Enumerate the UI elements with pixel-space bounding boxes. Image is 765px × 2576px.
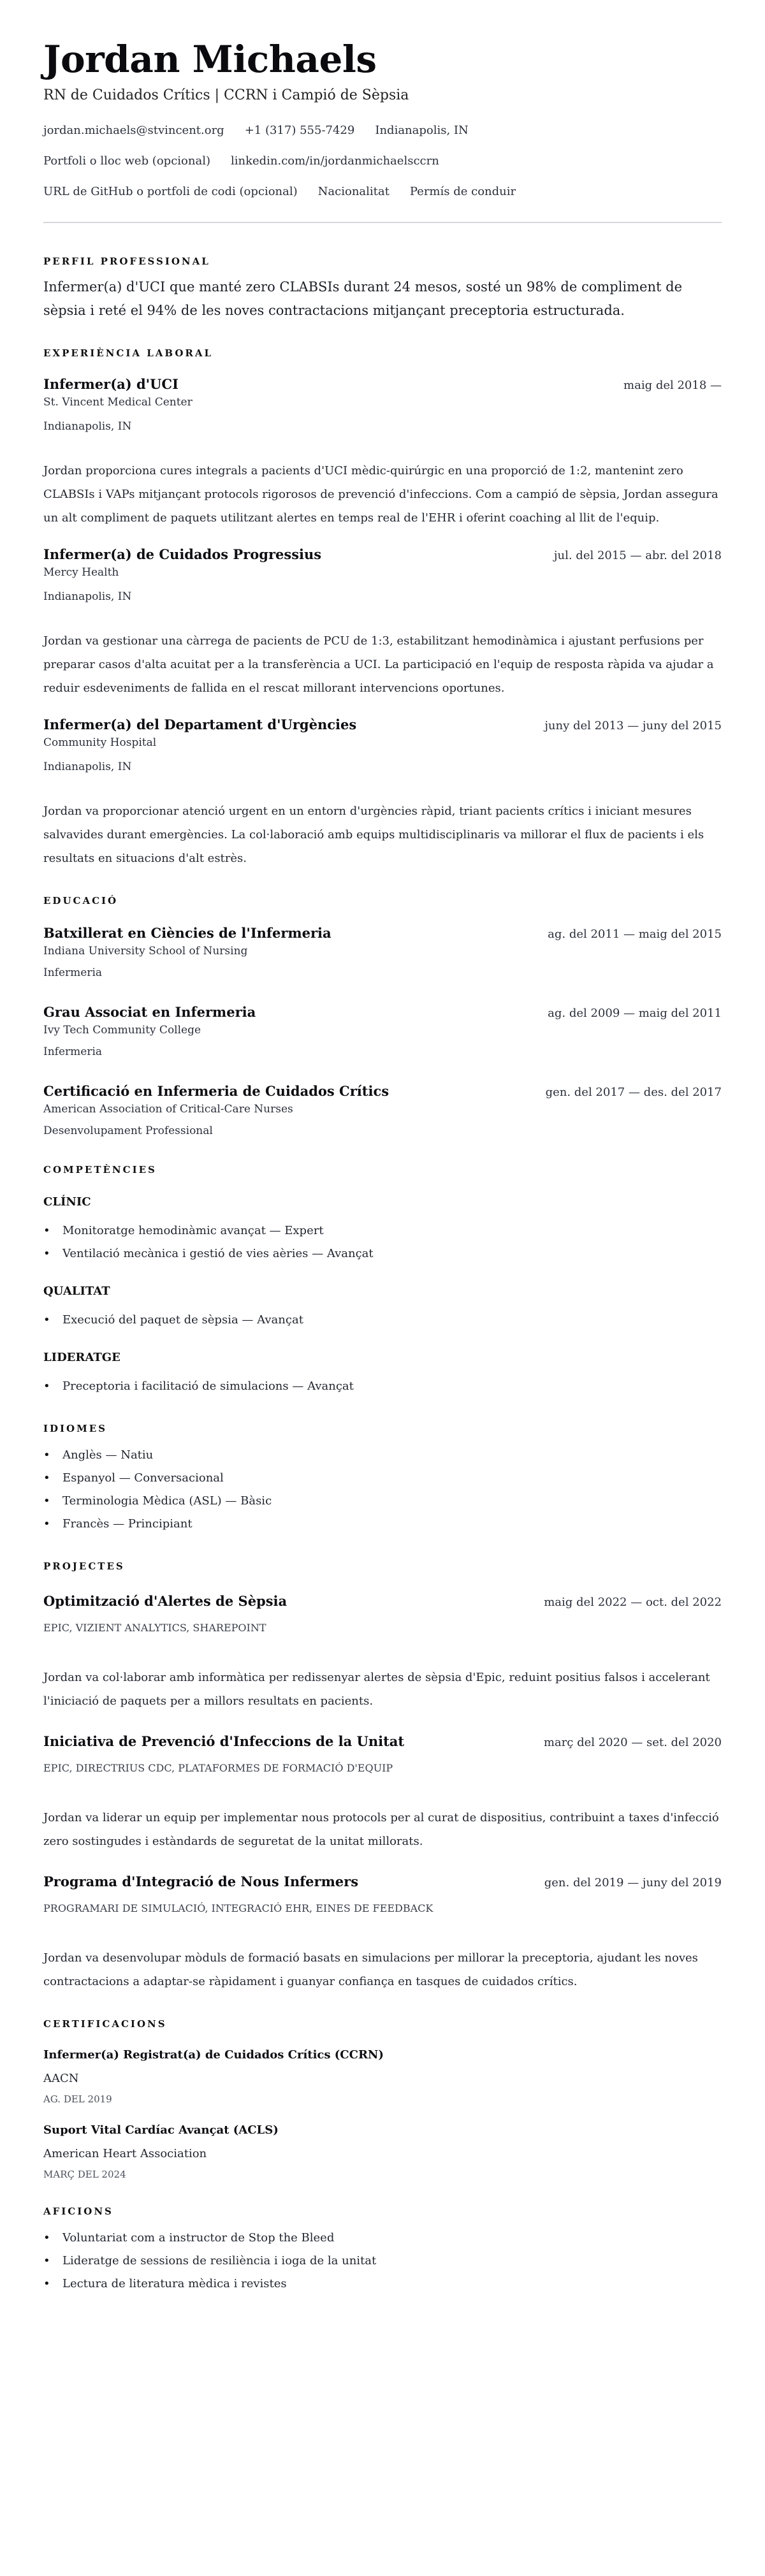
language-item: • Anglès — Natiu bbox=[43, 1444, 722, 1467]
skill-group-title: LIDERATGE bbox=[43, 1351, 120, 1364]
certification-name: Suport Vital Cardíac Avançat (ACLS) bbox=[43, 2123, 279, 2137]
certification-name: Infermer(a) Registrat(a) de Cuidados Crítics (CCRN) bbox=[43, 2048, 384, 2062]
section-title-certifications: CERTIFICACIONS bbox=[43, 2018, 167, 2030]
location: Indianapolis, IN bbox=[375, 124, 469, 137]
job-dates: maig del 2018 — bbox=[623, 379, 722, 392]
skill-group-title: CLÍNIC bbox=[43, 1195, 91, 1209]
job-title: Infermer(a) d'UCI bbox=[43, 376, 178, 392]
hobby-item: • Lectura de literatura mèdica i revistes bbox=[43, 2273, 722, 2296]
education-dates: ag. del 2011 — maig del 2015 bbox=[548, 928, 722, 941]
employer: Community Hospital bbox=[43, 736, 157, 749]
employer: St. Vincent Medical Center bbox=[43, 396, 193, 409]
github-link[interactable]: URL de GitHub o portfoli de codi (opcional) bbox=[43, 185, 298, 198]
experience-section bbox=[43, 347, 722, 870]
project-name: Optimització d'Alertes de Sèpsia bbox=[43, 1593, 288, 1609]
skill-item: • Execució del paquet de sèpsia — Avançat bbox=[43, 1309, 722, 1332]
section-title-education: EDUCACIÓ bbox=[43, 895, 119, 906]
certifications-section bbox=[43, 2018, 722, 2181]
job-description: Jordan va proporcionar atenció urgent en un entorn d'urgències ràpid, triant pacients crítics i iniciant mesures salvavides durant emergències. La col·laboració amb equips multidisciplinaris va millorar el flux de pacients i els resultats en situacions d'alt estrès. bbox=[43, 804, 704, 865]
job-title: Infermer(a) del Departament d'Urgències bbox=[43, 717, 357, 732]
contact-row-3 bbox=[43, 184, 722, 200]
education-section bbox=[43, 894, 722, 1139]
summary-text: Infermer(a) d'UCI que manté zero CLABSIs durant 24 mesos, sosté un 98% de compliment de sèpsia i reté el 94% de les noves contractacions mitjançant preceptoria estructurada. bbox=[43, 279, 682, 318]
language-item: • Espanyol — Conversacional bbox=[43, 1467, 722, 1490]
section-title-experience: EXPERIÈNCIA LABORAL bbox=[43, 347, 214, 359]
languages-section bbox=[43, 1422, 722, 1536]
linkedin-link[interactable]: linkedin.com/in/jordanmichaelsccrn bbox=[230, 154, 439, 168]
headline: RN de Cuidados Crítics | CCRN i Campió de Sèpsia bbox=[43, 87, 409, 103]
degree: Grau Associat en Infermeria bbox=[43, 1004, 256, 1020]
hobby-list bbox=[43, 2227, 722, 2296]
project-dates: març del 2020 — set. del 2020 bbox=[543, 1736, 722, 1749]
degree: Batxillerat en Ciències de l'Infermeria bbox=[43, 925, 332, 941]
project-tech: EPIC, DIRECTRIUS CDC, PLATAFORMES DE FORMACIÓ D'EQUIP bbox=[43, 1762, 393, 1774]
education-entry bbox=[43, 1082, 722, 1139]
summary-section bbox=[43, 255, 722, 323]
section-title-projects: PROJECTES bbox=[43, 1561, 125, 1572]
hobbies-section bbox=[43, 2205, 722, 2296]
contact-row-2 bbox=[43, 153, 722, 170]
job-description: Jordan proporciona cures integrals a pacients d'UCI mèdic-quirúrgic en una proporció de 1:2, mantenint zero CLABSIs i VAPs mitjançant protocols rigorosos de prevenció d'infeccions. Com a campió de sèpsia, Jordan assegura un alt compliment de paquets utilitzant alertes en temps real de l'EHR i oferint coaching al llit de l'equip. bbox=[43, 464, 718, 525]
education-entry bbox=[43, 924, 722, 981]
job-location: Indianapolis, IN bbox=[43, 760, 132, 773]
language-item: • Francès — Principiant bbox=[43, 1513, 722, 1536]
skill-list bbox=[43, 1309, 722, 1332]
field-of-study: Desenvolupament Professional bbox=[43, 1124, 213, 1137]
hobby-item: • Lideratge de sessions de resiliència i ioga de la unitat bbox=[43, 2250, 722, 2273]
email-link[interactable]: jordan.michaels@stvincent.org bbox=[43, 124, 224, 137]
project-entry bbox=[43, 1592, 722, 1713]
section-title-skills: COMPETÈNCIES bbox=[43, 1164, 157, 1175]
project-name: Iniciativa de Prevenció d'Infeccions de la Unitat bbox=[43, 1733, 405, 1749]
certification-date: AG. DEL 2019 bbox=[43, 2093, 112, 2105]
project-name: Programa d'Integració de Nous Infermers bbox=[43, 1874, 359, 1889]
contact-row-1 bbox=[43, 122, 722, 139]
portfolio-link[interactable]: Portfoli o lloc web (opcional) bbox=[43, 154, 210, 168]
certification-date: MARÇ DEL 2024 bbox=[43, 2169, 126, 2180]
certification-issuer: American Heart Association bbox=[43, 2147, 207, 2160]
skill-group-title: QUALITAT bbox=[43, 1284, 110, 1298]
project-tech: EPIC, VIZIENT ANALYTICS, SHAREPOINT bbox=[43, 1622, 266, 1634]
employer: Mercy Health bbox=[43, 566, 119, 579]
skill-item: • Ventilació mecànica i gestió de vies aèries — Avançat bbox=[43, 1242, 722, 1265]
school: American Association of Critical-Care Nurses bbox=[43, 1103, 293, 1116]
certification-entry bbox=[43, 2122, 722, 2181]
job-dates: jul. del 2015 — abr. del 2018 bbox=[553, 549, 722, 562]
language-list bbox=[43, 1444, 722, 1536]
experience-entry bbox=[43, 715, 722, 870]
skills-section bbox=[43, 1163, 722, 1398]
experience-entry bbox=[43, 375, 722, 530]
nationality: Nacionalitat bbox=[317, 185, 390, 198]
experience-entry bbox=[43, 545, 722, 700]
certification-entry bbox=[43, 2047, 722, 2106]
project-entry bbox=[43, 1872, 722, 1993]
section-title-hobbies: AFICIONS bbox=[43, 2206, 113, 2217]
project-dates: maig del 2022 — oct. del 2022 bbox=[544, 1596, 722, 1609]
phone: +1 (317) 555-7429 bbox=[244, 124, 355, 137]
field-of-study: Infermeria bbox=[43, 966, 103, 979]
job-location: Indianapolis, IN bbox=[43, 420, 132, 433]
job-description: Jordan va gestionar una càrrega de pacients de PCU de 1:3, estabilitzant hemodinàmica i ajustant perfusions per preparar casos d'alta acuitat per a la transferència a UCI. La participació en l'equip de resposta ràpida va ajudar a reduir esdeveniments de fallida en el rescat millorant intervencions oportunes. bbox=[43, 634, 714, 695]
project-description: Jordan va col·laborar amb informàtica per redissenyar alertes de sèpsia d'Epic, reduint positius falsos i accelerant l'iniciació de paquets per a millors resultats en pacients. bbox=[43, 1671, 710, 1708]
skill-item: • Preceptoria i facilitació de simulacions — Avançat bbox=[43, 1375, 722, 1398]
field-of-study: Infermeria bbox=[43, 1045, 103, 1058]
header-divider bbox=[43, 222, 722, 223]
project-tech: PROGRAMARI DE SIMULACIÓ, INTEGRACIÓ EHR, EINES DE FEEDBACK bbox=[43, 1902, 433, 1914]
skill-list bbox=[43, 1219, 722, 1265]
drivers-license: Permís de conduir bbox=[409, 185, 516, 198]
project-description: Jordan va liderar un equip per implementar nous protocols per al curat de dispositius, contribuint a taxes d'infecció zero sostingudes i estàndards de seguretat de la unitat millorats. bbox=[43, 1811, 719, 1848]
education-dates: ag. del 2009 — maig del 2011 bbox=[548, 1007, 722, 1020]
section-title-summary: PERFIL PROFESSIONAL bbox=[43, 256, 210, 267]
education-dates: gen. del 2017 — des. del 2017 bbox=[545, 1086, 722, 1099]
degree: Certificació en Infermeria de Cuidados Crítics bbox=[43, 1083, 390, 1099]
skill-item: • Monitoratge hemodinàmic avançat — Expert bbox=[43, 1219, 722, 1242]
resume-header bbox=[43, 37, 722, 223]
project-entry bbox=[43, 1732, 722, 1853]
skill-list bbox=[43, 1375, 722, 1398]
school: Ivy Tech Community College bbox=[43, 1024, 201, 1037]
hobby-item: • Voluntariat com a instructor de Stop the Bleed bbox=[43, 2227, 722, 2250]
language-item: • Terminologia Mèdica (ASL) — Bàsic bbox=[43, 1490, 722, 1513]
projects-section bbox=[43, 1560, 722, 1993]
job-dates: juny del 2013 — juny del 2015 bbox=[544, 719, 722, 732]
education-entry bbox=[43, 1003, 722, 1060]
section-title-languages: IDIOMES bbox=[43, 1423, 107, 1434]
project-dates: gen. del 2019 — juny del 2019 bbox=[544, 1876, 722, 1889]
certification-issuer: AACN bbox=[43, 2072, 79, 2085]
job-location: Indianapolis, IN bbox=[43, 590, 132, 603]
job-title: Infermer(a) de Cuidados Progressius bbox=[43, 546, 322, 562]
candidate-name: Jordan Michaels bbox=[43, 38, 377, 81]
project-description: Jordan va desenvolupar mòduls de formació basats en simulacions per millorar la preceptoria, ajudant les noves contractacions a adaptar-se ràpidament i guanyar confiança en tasques de cuidados crítics. bbox=[43, 1951, 698, 1988]
school: Indiana University School of Nursing bbox=[43, 945, 248, 957]
